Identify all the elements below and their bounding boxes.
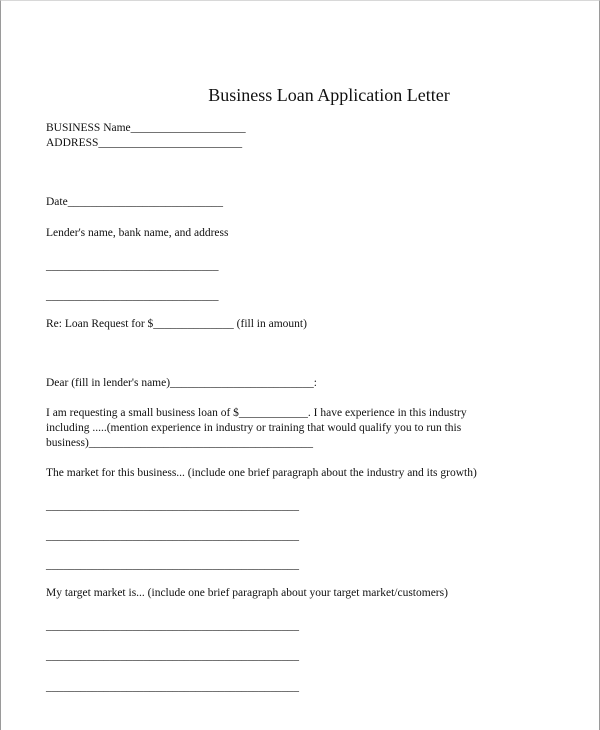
market-blank-line: ____________________________________________: [46, 559, 299, 571]
date-field: Date___________________________: [46, 196, 223, 208]
market-blank-line: ____________________________________________: [46, 530, 299, 542]
market-blank-line: ____________________________________________: [46, 500, 299, 512]
target-market-label: My target market is... (include one brief paragraph about your target market/customers): [46, 587, 448, 599]
target-blank-line: ____________________________________________: [46, 650, 299, 662]
salutation-line: Dear (fill in lender's name)_________________________:: [46, 377, 317, 389]
experience-paragraph-line: including .....(mention experience in industry or training that would qualify you to run this: [46, 422, 462, 434]
lender-blank-line: ______________________________: [46, 290, 219, 302]
market-label: The market for this business... (include one brief paragraph about the industry and its growth): [46, 467, 477, 479]
business-name-field: BUSINESS Name____________________: [46, 122, 246, 134]
document-title: Business Loan Application Letter: [208, 85, 450, 105]
experience-paragraph-line: I am requesting a small business loan of $____________. I have experience in this industry: [46, 407, 467, 419]
lender-label: Lender's name, bank name, and address: [46, 227, 229, 239]
target-blank-line: ____________________________________________: [46, 620, 299, 632]
target-blank-line: ____________________________________________: [46, 681, 299, 693]
experience-paragraph-line: business)_______________________________________: [46, 437, 314, 449]
address-field: ADDRESS_________________________: [46, 137, 243, 149]
loan-request-line: Re: Loan Request for $______________ (fill in amount): [46, 318, 307, 330]
lender-blank-line: ______________________________: [46, 260, 219, 272]
